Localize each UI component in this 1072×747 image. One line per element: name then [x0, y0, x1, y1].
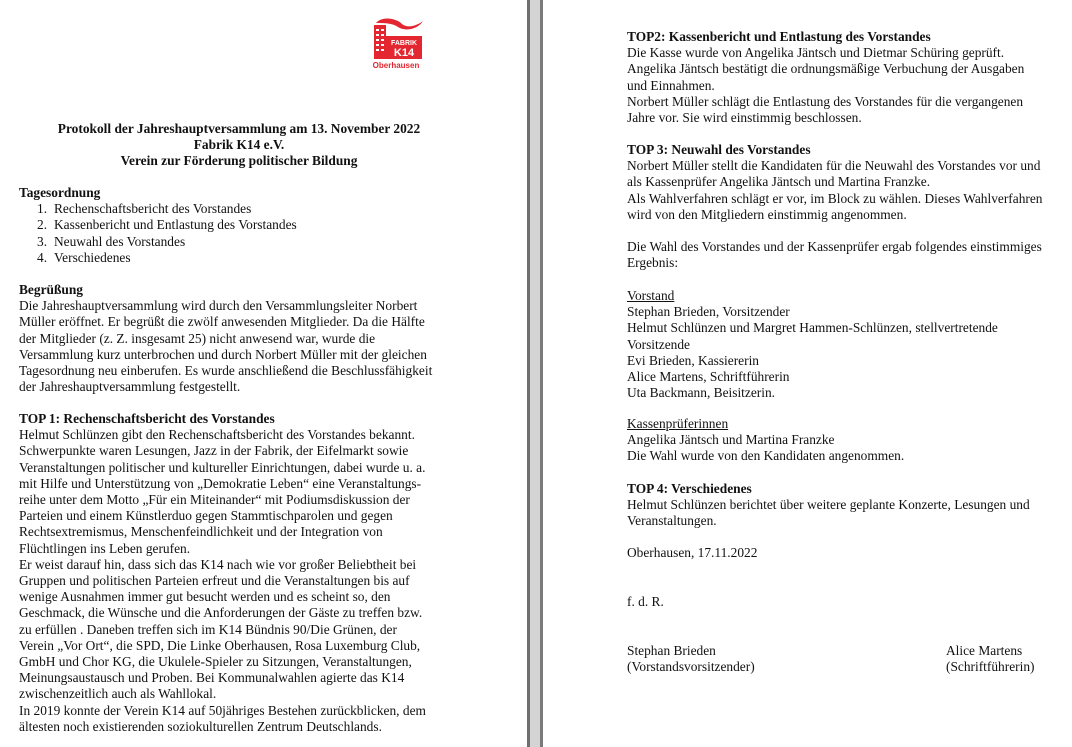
text-line: Angelika Jäntsch bestätigt die ordnungsmäßige Verbuchung der Ausgaben	[627, 61, 1025, 77]
welcome-heading: Begrüßung	[19, 282, 83, 297]
text-line: Helmut Schlünzen und Margret Hammen-Schlünzen, stellvertretende	[627, 320, 998, 336]
place-date: Oberhausen, 17.11.2022	[627, 545, 758, 560]
text-line: Verein „Vor Ort“, die SPD, Die Linke Oberhausen, Rosa Luxemburg Club,	[19, 637, 421, 653]
agenda-section	[19, 185, 489, 266]
text-line: ältesten noch existierenden soziokulturellen Zentrum Deutschlands.	[19, 718, 382, 734]
top2-paragraph	[627, 45, 1067, 126]
text-line: Die Kasse wurde von Angelika Jäntsch und Dietmar Schüring geprüft.	[627, 45, 1005, 61]
agenda-list	[19, 201, 489, 266]
text-line: Stephan Brieden, Vorsitzender	[627, 304, 790, 320]
signature-right-name: Alice Martens	[946, 643, 1023, 658]
right-page	[543, 0, 1072, 747]
text-line: Die Jahreshauptversammlung wird durch den Versammlungsleiter Norbert	[19, 298, 418, 314]
top4-heading: TOP 4: Verschiedenes	[627, 481, 752, 496]
text-line: Rechtsextremismus, Menschenfeindlichkeit und der Integration von	[19, 524, 383, 540]
board-section	[627, 288, 1067, 401]
left-page	[0, 0, 527, 747]
welcome-section	[19, 282, 489, 395]
text-line: Meinungsaustausch und Proben. Bei Kommunalwahlen agierte das K14	[19, 670, 405, 686]
text-line: Versammlung kurz unterbrochen und durch Norbert Müller mit der gleichen	[19, 346, 427, 362]
text-line: Die Wahl des Vorstandes und der Kassenprüfer ergab folgendes einstimmiges	[627, 239, 1042, 254]
text-line: Geschmack, die Wünsche und die Anforderungen der Gäste zu treffen bzw.	[19, 605, 423, 621]
agenda-item: 1. Rechenschaftsbericht des Vorstandes	[37, 201, 252, 217]
signature-left-name: Stephan Brieden	[627, 643, 716, 658]
board-heading: Vorstand	[627, 288, 675, 303]
agenda-item: 2. Kassenbericht und Entlastung des Vorstandes	[37, 217, 297, 233]
text-line: Parteien und einem Künstlerduo gegen Stammtischparolen und gegen	[19, 508, 393, 524]
title-line-2: Fabrik K14 e.V.	[193, 137, 285, 153]
text-line: und Einnahmen.	[627, 77, 715, 93]
signature-left	[627, 643, 755, 675]
welcome-paragraph	[19, 298, 489, 395]
logo-text-fabrik: FABRIK	[390, 40, 418, 47]
text-line: Jahre vor. Sie wird einstimmig beschlossen.	[627, 110, 862, 126]
logo-graphic	[368, 17, 424, 71]
text-line: Evi Brieden, Kassiererin	[627, 352, 760, 368]
text-line: Veranstaltungen.	[627, 513, 717, 529]
text-line: wird von den Mitgliedern einstimmig angenommen.	[627, 206, 907, 222]
text-line: Tagesordnung neu einberufen. Es wurde anschließend die Beschlussfähigkeit	[19, 363, 433, 379]
top3-heading: TOP 3: Neuwahl des Vorstandes	[627, 142, 811, 157]
fabrik-k14-logo	[368, 17, 424, 71]
text-line: Schwerpunkte waren Lesungen, Jazz in der Fabrik, der Eifelmarkt sowie	[19, 443, 409, 459]
auditors-list	[627, 432, 1067, 464]
text-line: Helmut Schlünzen berichtet über weitere geplante Konzerte, Lesungen und	[627, 497, 1030, 513]
vote-result-intro	[627, 239, 1067, 271]
title-line-1: Protokoll der Jahreshauptversammlung am 13. November 2022	[57, 121, 421, 136]
text-line: Flüchtlingen ins Leben gerufen.	[19, 540, 191, 556]
top1-section	[19, 411, 489, 735]
text-line: Vorsitzende	[627, 336, 690, 352]
signature-right-role: (Schriftführerin)	[946, 659, 1035, 675]
agenda-item: 4. Verschiedenes	[37, 249, 131, 265]
text-line: Helmut Schlünzen gibt den Rechenschaftsbericht des Vorstandes bekannt.	[19, 427, 415, 443]
text-line: der Jahreshauptversammlung festgestellt.	[19, 379, 241, 395]
top2-heading: TOP2: Kassenbericht und Entlastung des Vorstandes	[627, 29, 931, 44]
text-line: zwischenzeitlich auch als Wahllokal.	[19, 686, 217, 702]
top4-section	[627, 481, 1067, 530]
top4-paragraph	[627, 497, 1067, 529]
text-line: Uta Backmann, Beisitzerin.	[627, 385, 775, 401]
top3-section	[627, 142, 1067, 223]
auditors-section	[627, 416, 1067, 465]
top1-heading: TOP 1: Rechenschaftsbericht des Vorstandes	[19, 411, 275, 426]
text-line: Ergebnis:	[627, 255, 679, 271]
text-line: Er weist darauf hin, dass sich das K14 nach wie vor großer Beliebtheit bei	[19, 556, 417, 572]
page-divider	[527, 0, 543, 747]
text-line: Die Wahl wurde von den Kandidaten angenommen.	[627, 448, 905, 464]
text-line: wenige Ausnahmen immer gut besucht werden und es scheint so, den	[19, 589, 391, 605]
text-line: Angelika Jäntsch und Martina Franzke	[627, 432, 835, 448]
text-line: mit Hilfe und Unterstützung von „Demokratie Leben“ eine Veranstaltungs-	[19, 475, 422, 491]
top1-paragraph	[19, 427, 489, 735]
text-line: reihe unter dem Motto „Für ein Miteinander“ mit Podiumsdiskussion der	[19, 492, 410, 508]
signature-left-role: (Vorstandsvorsitzender)	[627, 659, 755, 675]
logo-text-k14: K14	[393, 47, 415, 59]
text-line: zu erfüllen . Daneben treffen sich im K14 Bündnis 90/Die Grünen, der	[19, 621, 397, 637]
text-line: GmbH und Chor KG, die Ukulele-Spieler zu Sitzungen, Veranstaltungen,	[19, 654, 412, 670]
board-list	[627, 304, 1067, 401]
agenda-item: 3. Neuwahl des Vorstandes	[37, 233, 186, 249]
text-line: In 2019 konnte der Verein K14 auf 50jähriges Bestehen zurückblicken, dem	[19, 702, 426, 718]
text-line: als Kassenprüfer Angelika Jäntsch und Martina Franzke.	[627, 174, 931, 190]
text-line: Als Wahlverfahren schlägt er vor, im Block zu wählen. Dieses Wahlverfahren	[627, 190, 1043, 206]
text-line: Alice Martens, Schriftführerin	[627, 369, 790, 385]
top2-section	[627, 29, 1067, 126]
document-title	[0, 121, 478, 170]
fdr-note: f. d. R.	[627, 594, 664, 609]
text-line: Norbert Müller stellt die Kandidaten für die Neuwahl des Vorstandes vor und	[627, 158, 1041, 174]
auditors-heading: Kassenprüferinnen	[627, 416, 729, 431]
text-line: Müller eröffnet. Er begrüßt die zwölf anwesenden Mitglieder. Da die Hälfte	[19, 314, 425, 330]
top3-paragraph	[627, 158, 1067, 223]
text-line: der Mitglieder (z. Z. insgesamt 25) nicht anwesend war, wurde die	[19, 330, 376, 346]
logo-text-city: Oberhausen	[372, 61, 420, 70]
agenda-heading: Tagesordnung	[19, 185, 101, 200]
signature-right	[946, 643, 1035, 675]
title-line-3: Verein zur Förderung politischer Bildung	[120, 153, 358, 169]
text-line: Norbert Müller schlägt die Entlastung des Vorstandes für die vergangenen	[627, 93, 1024, 109]
text-line: Veranstaltungen politischer und kultureller Einrichtungen, dabei wurde u. a.	[19, 459, 426, 475]
text-line: Gruppen und politischen Parteien erfreut und die Veranstaltungen bis auf	[19, 573, 410, 589]
